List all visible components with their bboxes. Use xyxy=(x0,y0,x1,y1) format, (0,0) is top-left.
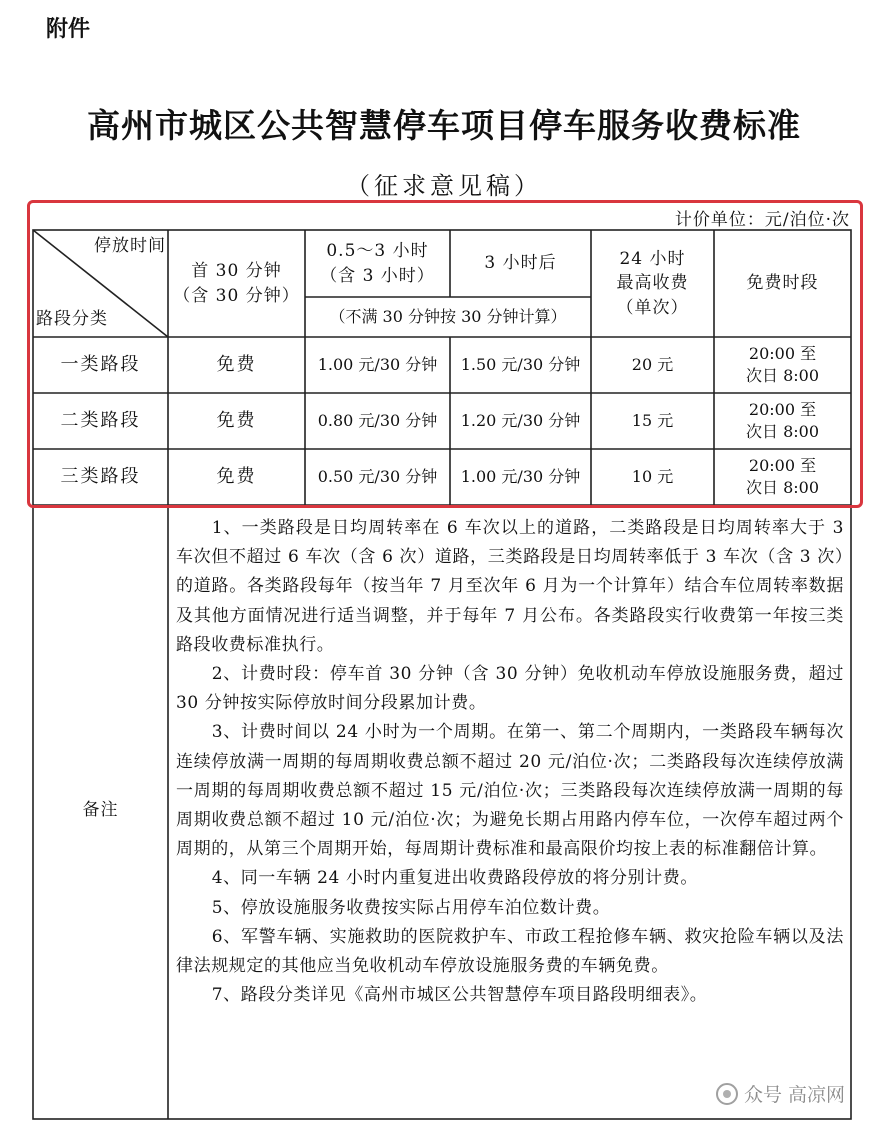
corner-header-time: 停放时间 xyxy=(94,235,166,256)
corner-header-segment: 路段分类 xyxy=(36,308,108,329)
row-2-segment: 二类路段 xyxy=(60,409,141,431)
col-header-cap-24h: 24 小时 最高收费 （单次） xyxy=(616,248,689,318)
row-3-cap-24h: 10 元 xyxy=(631,467,674,487)
document-title: 高州市城区公共智慧停车项目停车服务收费标准 xyxy=(87,106,801,145)
remarks-label: 备注 xyxy=(82,799,119,820)
col-header-half-to-3h: 0.5～3 小时 （含 3 小时） xyxy=(320,240,435,286)
remark-4: 4、同一车辆 24 小时内重复进出收费路段停放的将分别计费。 xyxy=(211,868,698,889)
row-3-free-period: 20:00 至 次日 8:00 xyxy=(745,455,820,497)
row-3-segment: 三类路段 xyxy=(60,465,141,487)
wechat-icon xyxy=(716,1083,738,1105)
col-header-after-3h: 3 小时后 xyxy=(484,253,557,274)
row-1-first-30: 免费 xyxy=(216,353,257,375)
row-1-after-3h: 1.50 元/30 分钟 xyxy=(460,355,581,375)
row-1-cap-24h: 20 元 xyxy=(631,355,674,375)
col-header-billing-note: （不满 30 分钟按 30 分钟计算） xyxy=(329,307,567,327)
watermark xyxy=(716,1080,845,1107)
row-2-cap-24h: 15 元 xyxy=(631,411,674,431)
col-header-free-period: 免费时段 xyxy=(746,273,819,294)
col-header-first-30: 首 30 分钟 （含 30 分钟） xyxy=(173,260,300,306)
remark-7: 7、路段分类详见《高州市城区公共智慧停车项目路段明细表》。 xyxy=(211,985,708,1006)
row-1-half-to-3h: 1.00 元/30 分钟 xyxy=(317,355,438,375)
watermark-text: 高凉网 xyxy=(788,1084,846,1106)
remark-1: 1、一类路段是日均周转率在 6 车次以上的道路，二类路段是日均周转率大于 3 车次但不超过 6 车次（含 6 次）道路，三类路段是日均周转率低于 3 车次（含 3 次）的道路。各类路段每年（按当年 7 月至次年 6 月为一个计算年）结合车位周转率数据及其他方面情况进行适当调整，并于每年 7 月公布。各类路段实行收费第一年按三类路段收费标准执行。 xyxy=(176,518,844,655)
row-3-half-to-3h: 0.50 元/30 分钟 xyxy=(317,467,438,487)
document-subtitle: （征求意见稿） xyxy=(346,172,542,200)
annex-label: 附件 xyxy=(46,17,91,42)
row-1-segment: 一类路段 xyxy=(60,353,141,375)
remark-6: 6、军警车辆、实施救助的医院救护车、市政工程抢修车辆、救灾抢险车辆以及法律法规规定的其他应当免收机动车停放设施服务费的车辆免费。 xyxy=(176,926,844,977)
pricing-unit: 计价单位：元/泊位·次 xyxy=(674,210,850,230)
row-3-after-3h: 1.00 元/30 分钟 xyxy=(460,467,581,487)
row-2-free-period: 20:00 至 次日 8:00 xyxy=(745,399,820,441)
row-2-first-30: 免费 xyxy=(216,409,257,431)
watermark-mid-text: 众号 xyxy=(744,1084,783,1106)
remark-5: 5、停放设施服务收费按实际占用停车泊位数计费。 xyxy=(211,897,611,918)
remark-2: 2、计费时段：停车首 30 分钟（含 30 分钟）免收机动车停放设施服务费，超过 30 分钟按实际停放时间分段累加计费。 xyxy=(176,664,844,714)
row-2-half-to-3h: 0.80 元/30 分钟 xyxy=(317,411,438,431)
remark-3: 3、计费时间以 24 小时为一个周期。在第一、第二个周期内，一类路段车辆每次连续停放满一周期的每周期收费总额不超过 20 元/泊位·次；二类路段每次连续停放满一周期的每周期收费总额不超过 15 元/泊位·次；三类路段每次连续停放满一周期的每周期收费总额不超过 10 元/泊位·次；为避免长期占用路内停车位，一次停车超过两个周期的，从第三个周期开始，每周期计费标准和最高限价均按上表的标准翻倍计算。 xyxy=(176,722,844,860)
row-2-after-3h: 1.20 元/30 分钟 xyxy=(460,411,581,431)
row-3-first-30: 免费 xyxy=(216,465,257,487)
remarks-text xyxy=(176,514,844,1010)
row-1-free-period: 20:00 至 次日 8:00 xyxy=(745,343,820,385)
